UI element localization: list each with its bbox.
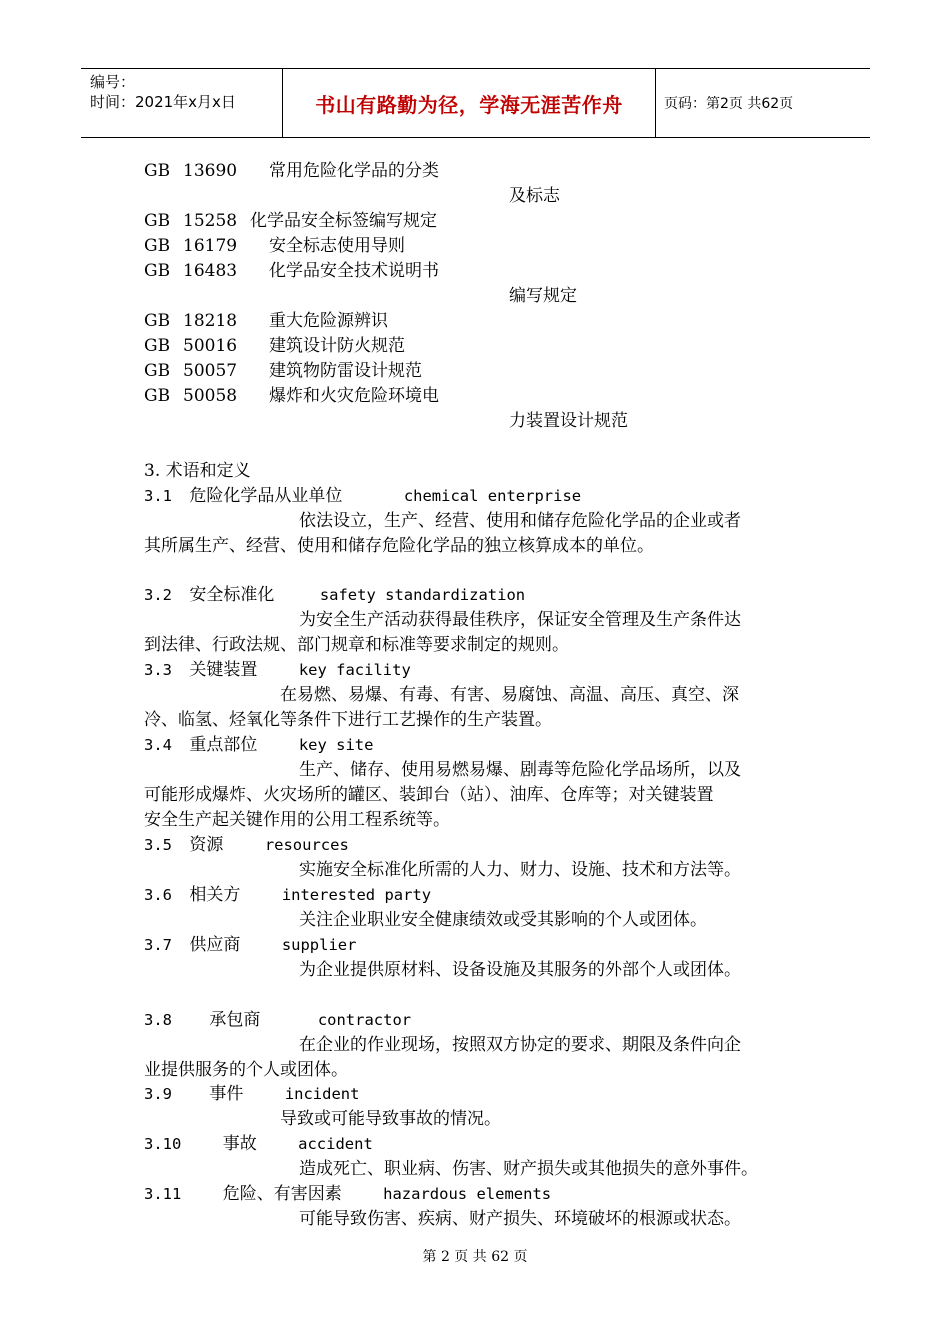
- serial-label: 编号：: [90, 73, 136, 91]
- header-meta: [90, 72, 236, 112]
- term-definition: 在企业的作业现场，按照双方协定的要求、期限及条件向企: [299, 1035, 741, 1055]
- term-cn: 安全标准化: [189, 585, 275, 605]
- standard-number: 50016: [183, 336, 238, 356]
- standard-number: 18218: [183, 311, 238, 331]
- term-cn: 关键装置: [189, 660, 258, 680]
- term-definition: 可能导致伤害、疾病、财产损失、环境破坏的根源或状态。: [299, 1209, 741, 1229]
- standard-title-cont: 力装置设计规范: [509, 411, 628, 431]
- standard-title: 常用危险化学品的分类: [269, 161, 439, 181]
- term-row: [144, 1183, 551, 1205]
- header-motto: 书山有路勤为径，学海无涯苦作舟: [315, 93, 623, 117]
- standard-title: 建筑物防雷设计规范: [269, 361, 422, 381]
- term-number: 3.11: [144, 1185, 182, 1203]
- term-row: [144, 485, 581, 507]
- term-definition: 生产、储存、使用易燃易爆、剧毒等危险化学品场所，以及: [299, 760, 741, 780]
- term-cn: 相关方: [189, 885, 241, 905]
- standard-code: GB: [144, 361, 171, 381]
- term-cn: 重点部位: [189, 735, 258, 755]
- term-row: [144, 884, 431, 906]
- standard-row: [144, 210, 437, 232]
- standard-number: 50058: [183, 386, 238, 406]
- standard-code: GB: [144, 236, 171, 256]
- term-definition: 其所属生产、经营、使用和储存危险化学品的独立核算成本的单位。: [144, 536, 654, 556]
- standard-code: GB: [144, 211, 171, 231]
- standard-row: [144, 310, 388, 332]
- term-row: [144, 1083, 359, 1105]
- term-en: hazardous elements: [383, 1185, 552, 1203]
- term-cn: 危险、有害因素: [222, 1184, 342, 1204]
- term-definition: 为安全生产活动获得最佳秩序，保证安全管理及生产条件达: [299, 610, 741, 630]
- term-definition: 在易燃、易爆、有毒、有害、易腐蚀、高温、高压、真空、深: [280, 685, 739, 705]
- term-row: [144, 584, 525, 606]
- term-definition: 安全生产起关键作用的公用工程系统等。: [144, 810, 450, 830]
- term-definition: 业提供服务的个人或团体。: [144, 1060, 348, 1080]
- standard-code: GB: [144, 261, 171, 281]
- term-definition: 可能形成爆炸、火灾场所的罐区、装卸台（站）、油库、仓库等；对关键装置: [144, 785, 714, 805]
- standard-row: [144, 160, 439, 182]
- term-definition: 关注企业职业安全健康绩效或受其影响的个人或团体。: [299, 910, 707, 930]
- term-row: [144, 659, 411, 681]
- term-en: accident: [298, 1135, 373, 1153]
- standard-row: [144, 385, 439, 407]
- standard-title: 建筑设计防火规范: [269, 336, 405, 356]
- section-heading: 3. 术语和定义: [144, 461, 251, 481]
- term-number: 3.9: [144, 1085, 172, 1103]
- term-number: 3.3: [144, 661, 172, 679]
- standard-title-cont: 及标志: [509, 186, 560, 206]
- term-en: chemical enterprise: [403, 487, 582, 505]
- term-en: key site: [298, 736, 374, 754]
- standard-code: GB: [144, 311, 171, 331]
- term-cn: 承包商: [209, 1010, 261, 1030]
- term-cn: 资源: [189, 835, 224, 855]
- standard-title: 化学品安全标签编写规定: [250, 211, 437, 231]
- standard-number: 16179: [183, 236, 238, 256]
- standard-number: 13690: [183, 161, 238, 181]
- term-definition: 依法设立，生产、经营、使用和储存危险化学品的企业或者: [299, 511, 741, 531]
- term-number: 3.10: [144, 1135, 182, 1153]
- term-number: 3.8: [144, 1011, 172, 1029]
- term-en: supplier: [281, 936, 357, 954]
- standard-number: 50057: [183, 361, 238, 381]
- header-page-info: 页码：第2页 共62页: [664, 96, 794, 112]
- time-label: 时间：2021年x月x日: [90, 93, 236, 111]
- term-number: 3.1: [144, 487, 172, 505]
- term-row: [144, 1133, 373, 1155]
- standard-title: 化学品安全技术说明书: [269, 261, 439, 281]
- standard-title: 安全标志使用导则: [269, 236, 405, 256]
- term-number: 3.5: [144, 836, 172, 854]
- term-definition: 冷、临氢、烃氧化等条件下进行工艺操作的生产装置。: [144, 710, 552, 730]
- standard-title-cont: 编写规定: [509, 286, 577, 306]
- page-footer: 第 2 页 共 62 页: [422, 1249, 528, 1265]
- term-definition: 到法律、行政法规、部门规章和标准等要求制定的规则。: [144, 635, 569, 655]
- header-divider: [655, 69, 656, 137]
- standard-title: 重大危险源辨识: [269, 311, 388, 331]
- term-row: [144, 934, 356, 956]
- standard-number: 16483: [183, 261, 238, 281]
- standard-number: 15258: [183, 211, 238, 231]
- standard-code: GB: [144, 336, 171, 356]
- term-en: safety standardization: [319, 586, 526, 604]
- term-cn: 供应商: [189, 935, 241, 955]
- term-en: interested party: [281, 886, 432, 904]
- term-number: 3.7: [144, 936, 172, 954]
- term-definition: 实施安全标准化所需的人力、财力、设施、技术和方法等。: [299, 860, 741, 880]
- term-en: key facility: [298, 661, 411, 679]
- term-definition: 为企业提供原材料、设备设施及其服务的外部个人或团体。: [299, 960, 741, 980]
- term-number: 3.6: [144, 886, 172, 904]
- term-definition: 造成死亡、职业病、伤害、财产损失或其他损失的意外事件。: [299, 1159, 758, 1179]
- term-number: 3.2: [144, 586, 172, 604]
- standard-code: GB: [144, 386, 171, 406]
- term-cn: 事故: [222, 1134, 257, 1154]
- term-en: incident: [284, 1085, 360, 1103]
- term-cn: 事件: [209, 1084, 244, 1104]
- term-number: 3.4: [144, 736, 172, 754]
- standard-row: [144, 335, 405, 357]
- term-definition: 导致或可能导致事故的情况。: [280, 1109, 501, 1129]
- standard-title: 爆炸和火灾危险环境电: [269, 386, 439, 406]
- term-cn: 危险化学品从业单位: [189, 486, 343, 506]
- page-header: [81, 68, 870, 138]
- term-row: [144, 734, 373, 756]
- standard-row: [144, 235, 405, 257]
- term-en: contractor: [317, 1011, 412, 1029]
- term-row: [144, 834, 349, 856]
- standard-code: GB: [144, 161, 171, 181]
- standard-row: [144, 260, 439, 282]
- term-en: resources: [264, 836, 349, 854]
- term-row: [144, 1009, 411, 1031]
- standard-row: [144, 360, 422, 382]
